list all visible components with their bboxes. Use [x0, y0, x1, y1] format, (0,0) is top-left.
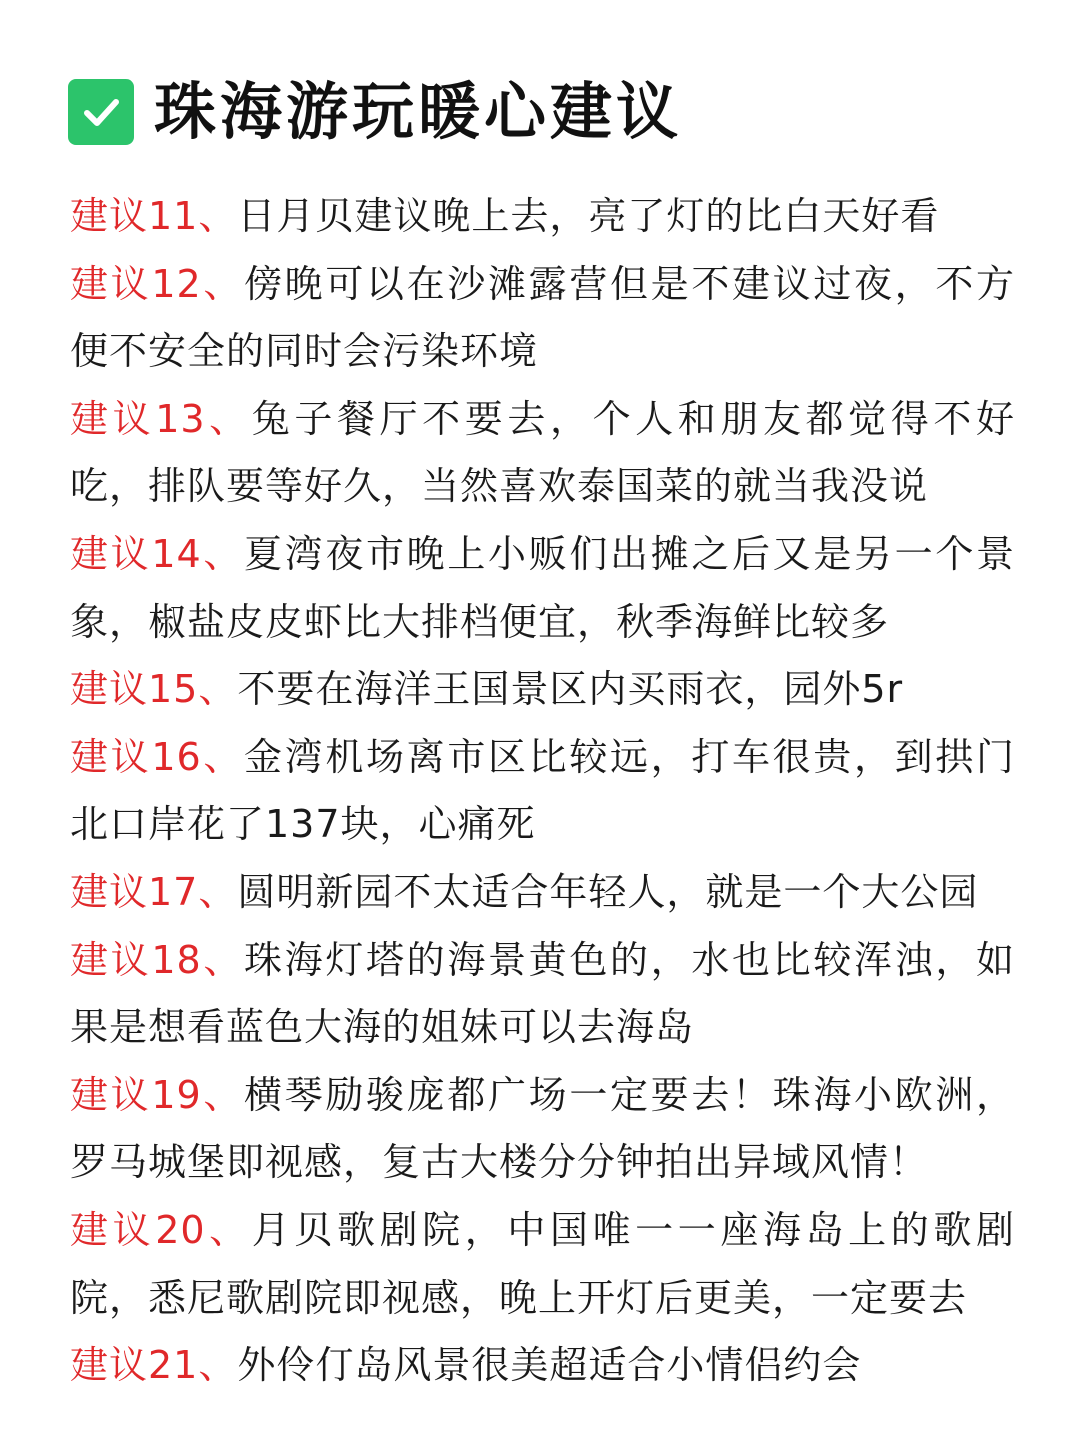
suggestion-label: 建议14、 — [70, 531, 245, 576]
suggestion-item — [70, 521, 1015, 656]
suggestion-item — [70, 1197, 1015, 1332]
suggestion-text: 兔子餐厅不要去，个人和朋友都觉得不好吃，排队要等好久，当然喜欢泰国菜的就当我没说 — [70, 396, 1015, 509]
suggestion-text: 夏湾夜市晚上小贩们出摊之后又是另一个景象，椒盐皮皮虾比大排档便宜，秋季海鲜比较多 — [70, 531, 1015, 644]
suggestion-item — [70, 724, 1015, 859]
suggestion-text: 傍晚可以在沙滩露营但是不建议过夜，不方便不安全的同时会污染环境 — [70, 261, 1015, 374]
suggestion-item — [70, 183, 1015, 251]
suggestion-item — [70, 927, 1015, 1062]
suggestion-label: 建议15、 — [70, 667, 238, 712]
suggestion-text: 日月贝建议晚上去，亮了灯的比白天好看 — [237, 194, 940, 238]
suggestion-text: 横琴励骏庞都广场一定要去！珠海小欧洲，罗马城堡即视感，复古大楼分分钟拍出异域风情！ — [70, 1072, 1015, 1185]
suggestion-label: 建议18、 — [70, 937, 245, 982]
suggestion-text: 不要在海洋王国景区内买雨衣，园外5r — [237, 667, 904, 712]
suggestion-label: 建议19、 — [70, 1072, 245, 1117]
suggestion-item — [70, 656, 1015, 724]
suggestion-item — [70, 386, 1015, 521]
suggestion-item — [70, 859, 1015, 927]
suggestion-label: 建议13、 — [70, 396, 252, 441]
suggestion-label: 建议21、 — [70, 1343, 238, 1388]
suggestion-item — [70, 1062, 1015, 1197]
suggestion-label: 建议20、 — [70, 1207, 252, 1252]
suggestion-item — [70, 1332, 1015, 1400]
suggestion-label: 建议12、 — [70, 261, 245, 306]
check-icon — [68, 79, 134, 145]
suggestion-label: 建议11、 — [70, 194, 238, 238]
suggestion-list — [70, 183, 1015, 1400]
header — [68, 76, 682, 148]
page-title: 珠海游玩暖心建议 — [154, 75, 683, 148]
suggestion-text: 圆明新园不太适合年轻人，就是一个大公园 — [237, 869, 979, 914]
suggestion-label: 建议17、 — [70, 869, 238, 914]
suggestion-item — [70, 251, 1015, 386]
suggestion-text: 金湾机场离市区比较远，打车很贵，到拱门北口岸花了137块，心痛死 — [70, 734, 1015, 847]
suggestion-text: 珠海灯塔的海景黄色的，水也比较浑浊，如果是想看蓝色大海的姐妹可以去海岛 — [70, 937, 1015, 1050]
suggestion-text: 外伶仃岛风景很美超适合小情侣约会 — [237, 1343, 862, 1388]
suggestion-label: 建议16、 — [70, 734, 245, 779]
suggestion-text: 月贝歌剧院，中国唯一一座海岛上的歌剧院，悉尼歌剧院即视感，晚上开灯后更美，一定要去 — [70, 1207, 1015, 1320]
